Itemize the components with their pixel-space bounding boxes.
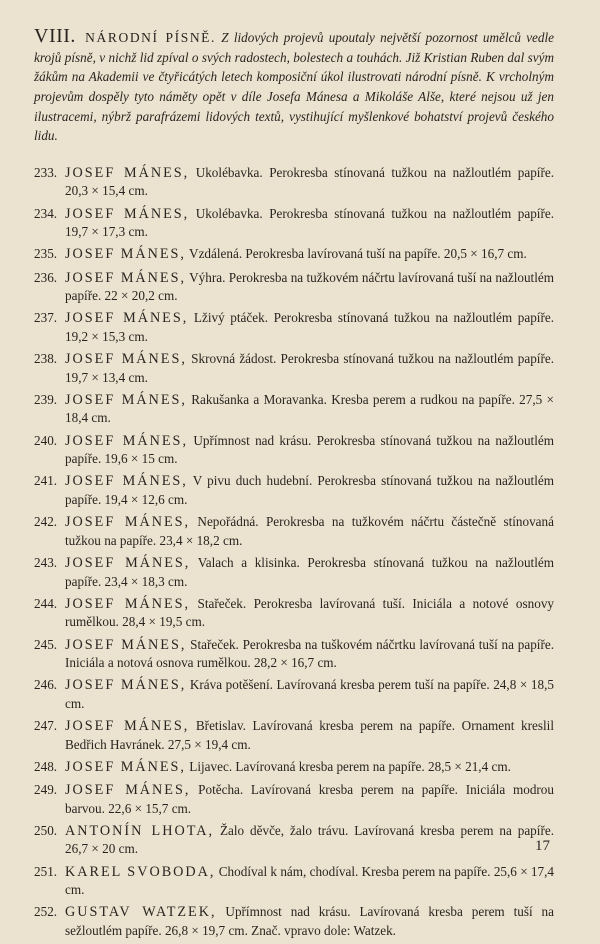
entry-text: Stařeček. Perokresba lavírovaná tuší. Iniciála a notové osnovy rumělkou. 28,4 × 19,5 cm. <box>65 595 555 630</box>
entry-text: Chodíval k nám, chodíval. Kresba perem na papíře. 25,6 × 17,4 cm. <box>65 863 555 898</box>
catalog-entry <box>34 758 554 777</box>
entry-text: Stařeček. Perokresba na tuškovém náčrtku lavírovaná tuší na papíře. Iniciála a notová osnova rumělkou. 28,2 × 16,7 cm. <box>65 636 554 671</box>
entry-text: Ukolébavka. Perokresba stínovaná tužkou na nažloutlém papíře. 19,7 × 17,3 cm. <box>65 205 554 240</box>
entry-artist: JOSEF MÁNES, <box>65 758 186 775</box>
entry-text: Lživý ptáček. Perokresba stínovaná tužkou na nažloutlém papíře. 19,2 × 15,3 cm. <box>65 310 554 344</box>
entry-text: Výhra. Perokresba na tužkovém náčrtu lavírovaná tuší na nažloutlém papíře. 22 × 20,2 cm. <box>65 269 554 304</box>
entry-text: Lijavec. Lavírovaná kresba perem na papíře. 28,5 × 21,4 cm. <box>189 758 511 774</box>
entry-number: 238. <box>34 351 58 367</box>
entry-number: 240. <box>34 432 58 448</box>
entry-artist: JOSEF MÁNES, <box>65 269 187 286</box>
page-number: 17 <box>535 838 550 854</box>
entry-number: 247. <box>34 718 58 734</box>
catalog-entry <box>34 350 554 386</box>
entry-artist: JOSEF MÁNES, <box>65 391 187 408</box>
entry-number: 236. <box>34 269 58 285</box>
entry-text: Břetislav. Lavírovaná kresba perem na papíře. Ornament kreslil Bedřich Havránek. 27,5 × 19,4 cm. <box>65 718 554 752</box>
entry-artist: JOSEF MÁNES, <box>65 164 190 181</box>
entry-number: 249. <box>34 782 58 798</box>
catalog-page <box>34 14 554 944</box>
catalog-entry <box>34 472 554 508</box>
catalog-entry <box>34 636 554 672</box>
catalog-entry <box>34 717 554 753</box>
entry-text: Vzdálená. Perokresba lavírovaná tuší na papíře. 20,5 × 16,7 cm. <box>189 246 527 262</box>
entry-artist: JOSEF MÁNES, <box>65 205 190 222</box>
entry-number: 242. <box>34 514 58 530</box>
entry-number: 243. <box>34 554 58 570</box>
catalog-entry <box>34 781 554 817</box>
entry-text: Žalo děvče, žalo trávu. Lavírovaná kresba perem na papíře. 26,7 × 20 cm. <box>65 822 554 857</box>
entry-artist: JOSEF MÁNES, <box>65 636 187 653</box>
entry-artist: JOSEF MÁNES, <box>65 595 191 612</box>
entry-artist: JOSEF MÁNES, <box>65 351 187 368</box>
catalog-entry <box>34 595 554 631</box>
entry-artist: JOSEF MÁNES, <box>65 246 186 263</box>
catalog-entry <box>34 513 554 549</box>
entry-number: 239. <box>34 391 58 407</box>
catalog-entry <box>34 903 554 939</box>
catalog-entry <box>34 554 554 590</box>
section-header <box>34 27 554 146</box>
entry-text: Upřímnost nad krásu. Perokresba stínovaná tužkou na nažloutlém papíře. 19,6 × 15 cm. <box>65 432 554 467</box>
entry-number: 235. <box>34 246 58 262</box>
entry-artist: JOSEF MÁNES, <box>65 718 190 735</box>
entry-number: 251. <box>34 863 58 879</box>
catalog-entry <box>34 205 554 241</box>
entry-artist: JOSEF MÁNES, <box>65 310 189 327</box>
entry-artist: KAREL SVOBODA, <box>65 863 216 880</box>
catalog-entry <box>34 269 554 305</box>
entry-number: 246. <box>34 677 58 693</box>
entry-number: 233. <box>34 164 58 180</box>
catalog-entry <box>34 245 554 264</box>
entry-number: 244. <box>34 595 58 611</box>
catalog-entry <box>34 391 554 427</box>
catalog-entry <box>34 164 554 200</box>
catalog-entries <box>34 164 554 940</box>
entry-artist: GUSTAV WATZEK, <box>65 904 217 921</box>
entry-text: V pivu duch hudební. Perokresba stínovaná tužkou na nažloutlém papíře. 19,4 × 12,6 cm. <box>65 473 554 507</box>
entry-number: 250. <box>34 822 58 838</box>
entry-text: Valach a klisinka. Perokresba stínovaná tužkou na nažloutlém papíře. 23,4 × 18,3 cm. <box>65 554 554 589</box>
section-number: VIII. <box>34 25 76 48</box>
entry-text: Ukolébavka. Perokresba stínovaná tužkou na nažloutlém papíře. 20,3 × 15,4 cm. <box>65 164 554 199</box>
section-intro: Z lidových projevů upoutaly největší pozornost umělců vedle krojů písně, v nichž lid zpíval o svých radostech, bolestech a touhách. Již Kristian Ruben dal svým žákům na Akademii ve čtyřicátých letech komposiční úkol ilustrovati národní písně. K vrcholným projevům dospěly tyto náměty opět v díle Josefa Mánesa a Mikoláše Alše, které nejsou už jen ilustracemi, nýbrž parafrázemi lidových textů, vystihující myšlenkové bohatství projevů českého lidu. <box>34 30 555 144</box>
entry-number: 241. <box>34 473 58 489</box>
entry-number: 234. <box>34 205 58 221</box>
entry-artist: JOSEF MÁNES, <box>65 677 187 694</box>
entry-text: Rakušanka a Moravanka. Kresba perem a rudkou na papíře. 27,5 × 18,4 cm. <box>65 391 554 426</box>
entry-number: 248. <box>34 758 58 774</box>
entry-artist: JOSEF MÁNES, <box>65 554 191 571</box>
catalog-entry <box>34 676 554 712</box>
catalog-entry <box>34 432 554 468</box>
entry-number: 237. <box>34 310 58 326</box>
entry-artist: JOSEF MÁNES, <box>65 473 188 490</box>
entry-number: 245. <box>34 636 58 652</box>
entry-number: 252. <box>34 904 58 920</box>
entry-text: Kráva potěšení. Lavírovaná kresba perem tuší na papíře. 24,8 × 18,5 cm. <box>65 677 554 711</box>
entry-text: Nepořádná. Perokresba na tužkovém náčrtu částečně stínovaná tužkou na papíře. 23,4 × 18,2 cm. <box>65 514 554 548</box>
entry-text: Potěcha. Lavírovaná kresba perem na papíře. Iniciála modrou barvou. 22,6 × 15,7 cm. <box>65 782 554 816</box>
catalog-entry <box>34 309 554 345</box>
entry-text: Skrovná žádost. Perokresba stínovaná tužkou na nažloutlém papíře. 19,7 × 13,4 cm. <box>65 351 554 385</box>
section-title: NÁRODNÍ PÍSNĚ. <box>85 30 217 46</box>
entry-artist: JOSEF MÁNES, <box>65 514 191 531</box>
entry-artist: ANTONÍN LHOTA, <box>65 822 215 839</box>
entry-artist: JOSEF MÁNES, <box>65 432 188 449</box>
catalog-entry <box>34 863 554 899</box>
entry-text: Upřímnost nad krásu. Lavírovaná kresba perem tuší na sežloutlém papíře. 26,8 × 19,7 cm. Znač. vpravo dole: Watzek. <box>65 904 555 938</box>
catalog-entry <box>34 822 554 858</box>
entry-artist: JOSEF MÁNES, <box>65 782 191 799</box>
